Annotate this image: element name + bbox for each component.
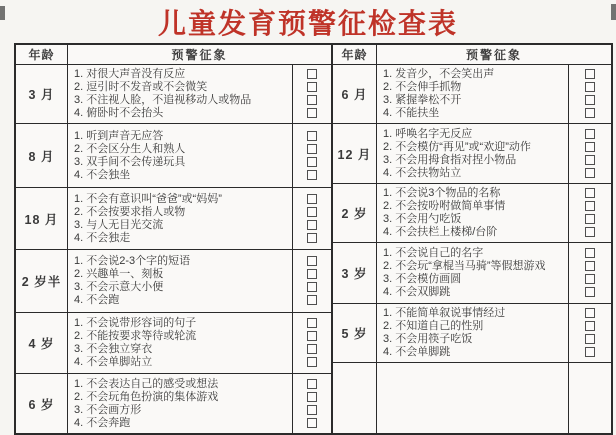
checkbox[interactable] — [293, 81, 331, 92]
sign-text: 2. 逗引时不发音或不会微笑 — [74, 81, 208, 93]
table-row — [333, 303, 611, 362]
checkbox-box — [307, 405, 317, 415]
checkbox-box — [585, 308, 595, 318]
checkbox[interactable] — [293, 356, 331, 367]
table-row — [16, 187, 331, 249]
signs-header: 预警征象 — [171, 48, 228, 62]
checkbox[interactable] — [293, 294, 331, 305]
column-divider — [292, 313, 293, 373]
checkbox-box — [585, 168, 595, 178]
checkbox[interactable] — [293, 391, 331, 402]
table-row — [16, 65, 331, 123]
sign-item — [377, 107, 611, 120]
sign-item — [377, 200, 611, 213]
sign-text: 4. 不会奔跑 — [74, 416, 131, 429]
table-row — [333, 65, 611, 123]
sign-item — [377, 128, 611, 141]
age-cell: 8 月 — [16, 124, 68, 187]
checkbox-box — [307, 282, 317, 292]
sign-item — [377, 167, 611, 180]
sign-text: 1. 呼唤名字无反应 — [383, 127, 473, 140]
age-cell: 2 岁 — [333, 184, 377, 242]
column-divider — [292, 250, 293, 312]
checkbox-box — [307, 233, 317, 243]
checkbox-box — [585, 142, 595, 152]
checkbox[interactable] — [293, 281, 331, 292]
sign-item — [377, 333, 611, 346]
checkbox-box — [307, 357, 317, 367]
checkbox-box — [585, 82, 595, 92]
checkbox[interactable] — [569, 128, 611, 139]
sign-text: 1. 不能简单叙说事情经过 — [383, 307, 506, 319]
sign-text: 2. 不会玩“拿棍当马骑”等假想游戏 — [383, 260, 546, 272]
checkbox-box — [307, 69, 317, 79]
checkbox[interactable] — [293, 417, 331, 428]
right-table — [331, 45, 611, 433]
checkbox-box — [307, 108, 317, 118]
age-cell: 6 岁 — [16, 374, 68, 433]
sign-text: 1. 不会表达自己的感受或想法 — [74, 377, 219, 390]
checkbox-box — [585, 155, 595, 165]
age-cell: 4 岁 — [16, 313, 68, 373]
checkbox-box — [307, 256, 317, 266]
checkbox[interactable] — [569, 307, 611, 318]
checkbox-box — [307, 269, 317, 279]
left-table-header — [16, 45, 331, 65]
sign-item — [377, 273, 611, 286]
table-row — [333, 123, 611, 183]
sign-text: 1. 不会说自己的名字 — [383, 247, 484, 259]
checkbox[interactable] — [569, 320, 611, 331]
sign-item — [377, 141, 611, 154]
sign-item — [377, 247, 611, 260]
checkbox[interactable] — [569, 247, 611, 258]
sign-item — [377, 213, 611, 226]
sign-text: 3. 不会独立穿衣 — [74, 343, 153, 355]
sign-text: 4. 不会独走 — [74, 231, 131, 244]
checkbox[interactable] — [293, 330, 331, 341]
checkbox-box — [307, 207, 317, 217]
column-divider — [292, 65, 293, 123]
checkbox[interactable] — [293, 219, 331, 230]
checkbox-box — [585, 108, 595, 118]
table-row — [16, 373, 331, 433]
sign-text: 3. 不会画方形 — [74, 403, 142, 416]
checkbox-box — [307, 131, 317, 141]
sign-text: 4. 不会双脚跳 — [383, 286, 451, 298]
age-cell: 3 岁 — [333, 243, 377, 303]
checkbox[interactable] — [293, 378, 331, 389]
checkbox-box — [585, 201, 595, 211]
age-header: 年龄 — [16, 45, 68, 64]
signs-cell — [377, 363, 611, 433]
checkbox-box — [307, 95, 317, 105]
signs-header: 预警征象 — [465, 48, 522, 62]
sign-text: 3. 双手间不会传递玩具 — [74, 155, 186, 168]
table-row — [333, 362, 611, 433]
checkbox-box — [585, 347, 595, 357]
signs-cell — [68, 313, 331, 373]
sign-item — [377, 68, 611, 81]
checkbox-box — [307, 194, 317, 204]
checkbox[interactable] — [293, 94, 331, 105]
sign-item — [377, 260, 611, 273]
table-row — [16, 249, 331, 312]
sign-item — [377, 81, 611, 94]
checkbox[interactable] — [569, 200, 611, 211]
checkbox[interactable] — [569, 286, 611, 297]
right-rows — [333, 65, 611, 433]
left-table — [16, 45, 331, 433]
checkbox[interactable] — [293, 206, 331, 217]
checkbox[interactable] — [293, 404, 331, 415]
checkbox[interactable] — [293, 156, 331, 167]
checkbox[interactable] — [293, 143, 331, 154]
checkbox[interactable] — [569, 94, 611, 105]
checkbox[interactable] — [569, 141, 611, 152]
sign-text: 1. 不会有意识叫“爸爸”或“妈妈” — [74, 192, 222, 205]
checkbox[interactable] — [569, 187, 611, 198]
checkbox[interactable] — [293, 268, 331, 279]
left-rows — [16, 65, 331, 433]
checkbox-box — [585, 227, 595, 237]
signs-cell — [377, 304, 611, 362]
sign-text: 1. 听到声音无应答 — [74, 129, 164, 142]
sign-text: 4. 不会扶物站立 — [383, 166, 462, 179]
column-divider — [292, 374, 293, 433]
sign-text: 2. 不会区分生人和熟人 — [74, 142, 186, 155]
age-cell: 2 岁半 — [16, 250, 68, 312]
column-divider — [568, 363, 569, 433]
checkbox-box — [307, 418, 317, 428]
column-divider — [292, 188, 293, 249]
column-divider — [568, 243, 569, 303]
signs-cell — [68, 188, 331, 249]
signs-cell — [68, 124, 331, 187]
age-cell: 18 月 — [16, 188, 68, 249]
checkbox[interactable] — [293, 317, 331, 328]
sign-text: 3. 与人无目光交流 — [74, 218, 164, 231]
age-cell: 5 岁 — [333, 304, 377, 362]
table-row — [16, 312, 331, 373]
signs-cell — [68, 65, 331, 123]
checkbox[interactable] — [569, 167, 611, 178]
checkbox[interactable] — [293, 169, 331, 180]
checkbox[interactable] — [569, 68, 611, 79]
page-title: 儿童发育预警征检查表 — [157, 8, 458, 39]
checkbox-box — [307, 82, 317, 92]
signs-cell — [377, 243, 611, 303]
sign-text: 3. 不注视人脸，不追视移动人或物品 — [74, 94, 252, 106]
right-table-header — [333, 45, 611, 65]
signs-cell — [68, 250, 331, 312]
sign-item — [377, 346, 611, 359]
checkbox-box — [585, 274, 595, 284]
checkbox[interactable] — [569, 81, 611, 92]
checkbox-box — [585, 188, 595, 198]
checkbox-box — [307, 344, 317, 354]
checkbox[interactable] — [293, 107, 331, 118]
signs-cell — [377, 65, 611, 123]
checkbox[interactable] — [569, 273, 611, 284]
checkbox-box — [585, 214, 595, 224]
checkbox[interactable] — [293, 255, 331, 266]
checkbox-box — [307, 157, 317, 167]
sign-text: 3. 不会用勺吃饭 — [383, 213, 462, 225]
column-divider — [568, 304, 569, 362]
sign-text: 2. 不能按要求等待或轮流 — [74, 330, 197, 342]
checkbox-box — [585, 248, 595, 258]
signs-cell — [68, 374, 331, 433]
sign-text: 2. 兴趣单一、刻板 — [74, 268, 164, 280]
table-row — [333, 183, 611, 242]
sign-item — [377, 307, 611, 320]
sign-text: 2. 不会玩角色扮演的集体游戏 — [74, 390, 219, 403]
age-header: 年龄 — [333, 45, 377, 64]
checkbox[interactable] — [569, 346, 611, 357]
column-divider — [292, 124, 293, 187]
sign-text: 3. 紧握拳松不开 — [383, 94, 462, 106]
sign-text: 2. 不会模仿“再见”或“欢迎”动作 — [383, 140, 531, 153]
checkbox-box — [307, 331, 317, 341]
checkbox[interactable] — [569, 226, 611, 237]
checkbox-box — [585, 129, 595, 139]
sign-text: 1. 不会说2-3个字的短语 — [74, 255, 191, 267]
signs-cell — [377, 124, 611, 183]
signs-cell — [377, 184, 611, 242]
checkbox[interactable] — [569, 154, 611, 165]
column-divider — [568, 184, 569, 242]
column-divider — [568, 124, 569, 183]
checkbox[interactable] — [293, 68, 331, 79]
sign-item — [377, 187, 611, 200]
table-row — [16, 123, 331, 187]
sign-text: 1. 不会说3个物品的名称 — [383, 187, 501, 199]
age-cell: 3 月 — [16, 65, 68, 123]
checkbox-box — [307, 295, 317, 305]
sign-item — [377, 154, 611, 167]
checkbox[interactable] — [293, 130, 331, 141]
checkbox[interactable] — [569, 260, 611, 271]
sign-text: 2. 不会伸手抓物 — [383, 81, 462, 93]
checkbox[interactable] — [569, 107, 611, 118]
sign-text: 1. 不会说带形容词的句子 — [74, 317, 197, 329]
sign-text: 4. 不会跑 — [74, 294, 120, 306]
checkbox-box — [585, 287, 595, 297]
sign-text: 3. 不会示意大小便 — [74, 281, 164, 293]
age-cell: 6 月 — [333, 65, 377, 123]
sign-text: 4. 俯卧时不会抬头 — [74, 107, 164, 119]
checkbox-box — [307, 318, 317, 328]
checkbox-box — [585, 261, 595, 271]
table-row — [333, 242, 611, 303]
sign-text: 2. 不会按要求指人或物 — [74, 205, 186, 218]
age-cell — [333, 363, 377, 433]
checkbox[interactable] — [569, 213, 611, 224]
checkbox-box — [585, 334, 595, 344]
checkbox-box — [307, 144, 317, 154]
checkbox[interactable] — [293, 193, 331, 204]
sign-text: 4. 不会单脚跳 — [383, 346, 451, 358]
sign-text: 2. 不知道自己的性别 — [383, 320, 484, 332]
checklist-table — [14, 43, 613, 435]
column-divider — [568, 65, 569, 123]
checkbox-box — [307, 220, 317, 230]
sign-text: 1. 发音少，不会笑出声 — [383, 68, 495, 80]
checkbox-box — [585, 95, 595, 105]
sign-text: 4. 不会扶栏上楼梯/台阶 — [383, 226, 498, 238]
sign-text: 4. 不能扶坐 — [383, 107, 440, 119]
sign-text: 3. 不会用筷子吃饭 — [383, 333, 473, 345]
checkbox-box — [307, 392, 317, 402]
sign-item — [377, 320, 611, 333]
checkbox-box — [307, 170, 317, 180]
sign-item — [377, 94, 611, 107]
sign-text: 3. 不会用拇食指对捏小物品 — [383, 153, 517, 166]
sign-text: 1. 对很大声音没有反应 — [74, 68, 186, 80]
sign-text: 3. 不会模仿画圆 — [383, 273, 462, 285]
sign-item — [377, 226, 611, 239]
sign-text: 2. 不会按吩咐做简单事情 — [383, 200, 506, 212]
checkbox-box — [307, 379, 317, 389]
age-cell: 12 月 — [333, 124, 377, 183]
checkbox-box — [585, 69, 595, 79]
checkbox[interactable] — [569, 333, 611, 344]
sign-text: 4. 不会独坐 — [74, 168, 131, 181]
checkbox-box — [585, 321, 595, 331]
sign-item — [377, 286, 611, 299]
checkbox[interactable] — [293, 343, 331, 354]
checkbox[interactable] — [293, 232, 331, 243]
sign-text: 4. 不会单脚站立 — [74, 356, 153, 368]
